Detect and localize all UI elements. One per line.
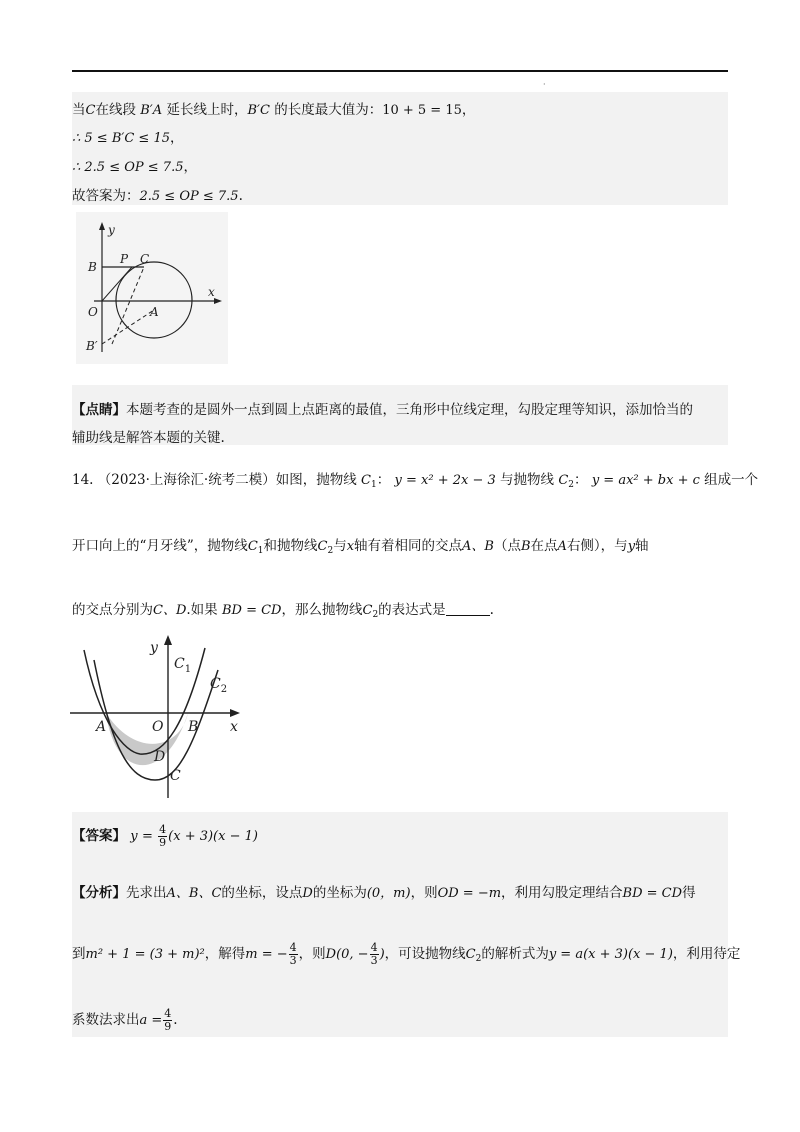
fig2-label-C2: $C_2$ [210, 676, 228, 695]
answer-line: 【答案】 y = $\frac{4}{9}$ (x + 3)(x − 1) [72, 823, 258, 849]
question-14-line-3: 的交点分别为C、D.如果 BD = CD，那么抛物线$C_2$的表达式是 . [72, 602, 494, 620]
fig2-label-D: D [154, 749, 166, 765]
solution-line-2: ∴ 5 ≤ B′C ≤ 15， [72, 130, 184, 146]
fig2-label-A: A [96, 719, 107, 735]
solution-line-1: 当C在线段 B′A 延长线上时，B′C 的长度最大值为：10 + 5 = 15， [72, 102, 476, 118]
fig1-label-A: A [150, 305, 159, 319]
fig1-label-y: y [108, 223, 115, 237]
fig2-label-C1: $C_1$ [174, 656, 192, 675]
circle-figure [76, 212, 228, 364]
parabola-figure [70, 630, 250, 800]
fig2-label-x: x [230, 719, 238, 735]
analysis-line-3: 系数法求出a = $\frac{4}{9}$ . [72, 1007, 178, 1033]
analysis-line-2: 到m² + 1 = (3 + m)²，解得m = − $\frac{4}{3}$ ，则D(0, − $\frac{4}{3}$ )，可设抛物线$C_2$的解析式为y = a(x + 3)(x − 1)，利用待定 [72, 941, 741, 967]
question-14-line-2: 开口向上的“月牙线”，抛物线$C_1$和抛物线$C_2$与x轴有着相同的交点A、B（点B在点A右侧），与y轴 [72, 538, 649, 556]
answer-fraction: $\frac{4}{9}$ [159, 823, 167, 849]
fig2-label-O: O [152, 719, 164, 735]
fig1-label-x: x [208, 285, 215, 299]
fig1-label-Bp: B′ [86, 339, 98, 353]
answer-blank [446, 603, 490, 616]
header-dot: · [543, 80, 546, 89]
comment-line-1: 【点睛】本题考查的是圆外一点到圆上点距离的最值，三角形中位线定理，勾股定理等知识，添加恰当的 [72, 402, 693, 418]
fig1-label-O: O [88, 305, 98, 319]
fig2-label-y: y [150, 640, 158, 656]
solution-line-3: ∴ 2.5 ≤ OP ≤ 7.5， [72, 159, 197, 175]
solution-line-4: 故答案为：2.5 ≤ OP ≤ 7.5. [72, 188, 243, 204]
comment-line-2: 辅助线是解答本题的关键. [72, 430, 225, 446]
fig2-label-B: B [188, 719, 199, 735]
fig1-label-P: P [120, 252, 129, 266]
analysis-line-1: 【分析】先求出A、B、C的坐标，设点D的坐标为(0，m)，则OD = −m，利用勾股定理结合BD = CD得 [72, 885, 696, 901]
fig1-label-C: C [140, 252, 150, 266]
header-rule [72, 70, 728, 72]
fig1-label-B: B [88, 260, 97, 274]
question-14-line-1: 14. （2023·上海徐汇·统考二模）如图，抛物线 $C_1$： y = x² + 2x − 3 与抛物线 $C_2$： y = ax² + bx + c 组成一个 [72, 472, 759, 490]
fig2-label-C: C [170, 768, 181, 784]
